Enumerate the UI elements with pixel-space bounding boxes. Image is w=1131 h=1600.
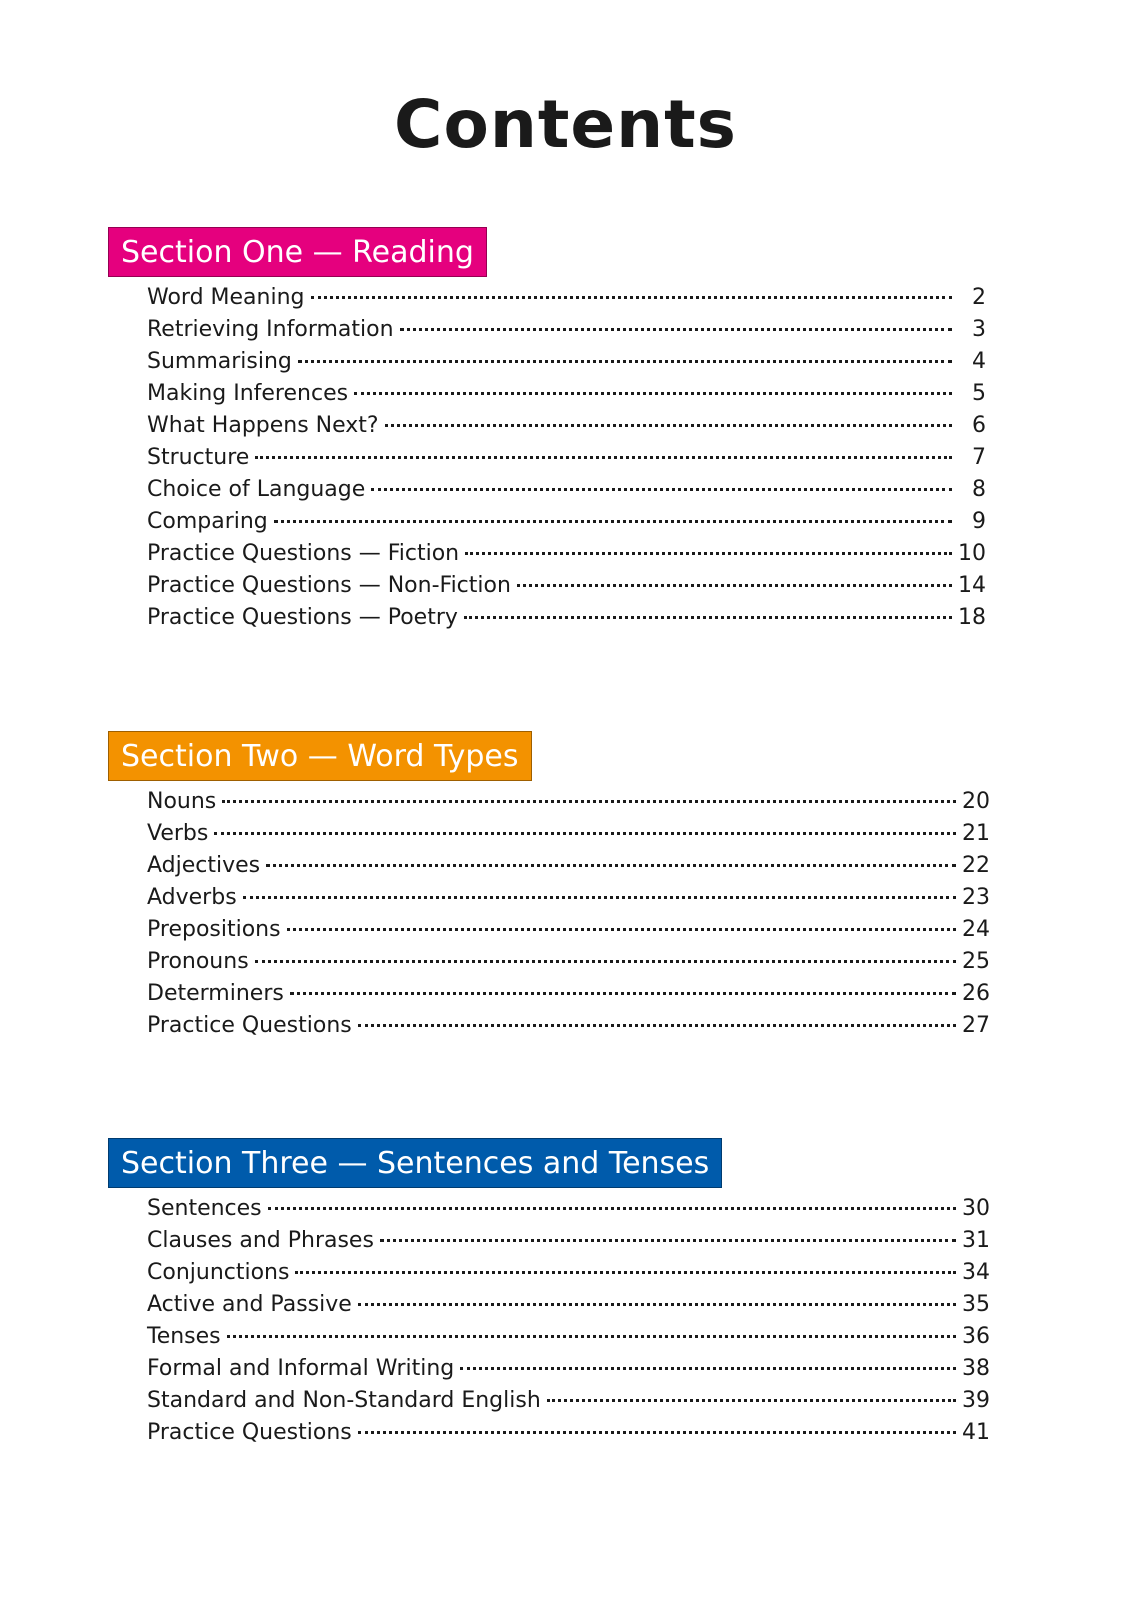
toc-entry-title: Prepositions xyxy=(147,917,281,942)
toc-entry-page-number: 35 xyxy=(962,1292,990,1317)
toc-entry xyxy=(147,413,986,445)
dot-leader xyxy=(354,392,952,395)
toc-entry xyxy=(147,381,986,413)
toc-entry-page-number: 3 xyxy=(972,317,986,342)
toc-entry-page-number: 34 xyxy=(962,1260,990,1285)
dot-leader xyxy=(214,832,956,835)
toc-entry-page-number: 9 xyxy=(972,509,986,534)
toc-entry xyxy=(147,1013,990,1045)
dot-leader xyxy=(290,992,956,995)
toc-entry-page-number: 27 xyxy=(962,1013,990,1038)
toc-entry xyxy=(147,917,990,949)
toc-entry-page-number: 21 xyxy=(962,821,990,846)
dot-leader xyxy=(358,1431,956,1434)
toc-entry xyxy=(147,949,990,981)
dot-leader xyxy=(358,1024,956,1027)
toc-entry-title: Adverbs xyxy=(147,885,237,910)
toc-entry-page-number: 8 xyxy=(972,477,986,502)
toc-entry-title: Formal and Informal Writing xyxy=(147,1356,455,1381)
toc-entry-title: Adjectives xyxy=(147,853,261,878)
dot-leader xyxy=(298,360,952,363)
toc-entry-page-number: 4 xyxy=(972,349,986,374)
toc-entry-page-number: 2 xyxy=(972,285,986,310)
toc-entry-page-number: 41 xyxy=(962,1420,990,1445)
dot-leader xyxy=(385,424,952,427)
dot-leader xyxy=(464,616,952,619)
section-header-word-types: Section Two — Word Types xyxy=(108,731,532,781)
toc-entry-page-number: 38 xyxy=(962,1356,990,1381)
dot-leader xyxy=(274,520,952,523)
toc-entry xyxy=(147,789,990,821)
toc-entry-title: Structure xyxy=(147,445,250,470)
dot-leader xyxy=(268,1207,956,1210)
toc-entry xyxy=(147,349,986,381)
toc-entry-page-number: 31 xyxy=(962,1228,990,1253)
dot-leader xyxy=(255,960,956,963)
dot-leader xyxy=(222,800,956,803)
toc-entry-page-number: 22 xyxy=(962,853,990,878)
toc-entry xyxy=(147,509,986,541)
dot-leader xyxy=(460,1367,956,1370)
dot-leader xyxy=(547,1399,956,1402)
toc-entry xyxy=(147,1356,990,1388)
toc-entry-title: Practice Questions — Poetry xyxy=(147,605,458,630)
toc-entry-title: Tenses xyxy=(147,1324,221,1349)
toc-entry-page-number: 30 xyxy=(962,1196,990,1221)
toc-entry xyxy=(147,1228,990,1260)
toc-entry-title: Summarising xyxy=(147,349,292,374)
toc-entry-title: Conjunctions xyxy=(147,1260,290,1285)
toc-entry xyxy=(147,605,986,637)
dot-leader xyxy=(287,928,956,931)
toc-entry xyxy=(147,541,986,573)
dot-leader xyxy=(266,864,956,867)
dot-leader xyxy=(400,328,952,331)
dot-leader xyxy=(243,896,956,899)
toc-entry xyxy=(147,285,986,317)
toc-entry-title: Active and Passive xyxy=(147,1292,352,1317)
toc-entry xyxy=(147,853,990,885)
toc-entry xyxy=(147,573,986,605)
dot-leader xyxy=(358,1303,956,1306)
toc-entry xyxy=(147,821,990,853)
toc-entry-title: Determiners xyxy=(147,981,284,1006)
dot-leader xyxy=(517,584,952,587)
toc-entry-page-number: 7 xyxy=(972,445,986,470)
toc-entry-page-number: 39 xyxy=(962,1388,990,1413)
toc-entry-title: Word Meaning xyxy=(147,285,305,310)
toc-entry xyxy=(147,981,990,1013)
toc-entry xyxy=(147,1420,990,1452)
toc-entry-title: Practice Questions — Fiction xyxy=(147,541,460,566)
dot-leader xyxy=(465,552,952,555)
toc-entry xyxy=(147,1196,990,1228)
toc-entry-page-number: 14 xyxy=(958,573,986,598)
toc-entry-title: Practice Questions xyxy=(147,1013,352,1038)
toc-entry-title: Sentences xyxy=(147,1196,262,1221)
toc-entry-title: Choice of Language xyxy=(147,477,366,502)
toc-entry-title: Practice Questions xyxy=(147,1420,352,1445)
toc-entry-page-number: 18 xyxy=(958,605,986,630)
toc-entry xyxy=(147,477,986,509)
toc-entry-page-number: 24 xyxy=(962,917,990,942)
toc-entry-title: Clauses and Phrases xyxy=(147,1228,374,1253)
toc-entry xyxy=(147,1324,990,1356)
section-sentences-and-tenses xyxy=(108,1138,1008,1452)
toc-entry-title: Making Inferences xyxy=(147,381,349,406)
dot-leader xyxy=(380,1239,956,1242)
toc-list-sentences-and-tenses xyxy=(108,1196,990,1452)
toc-entry-page-number: 25 xyxy=(962,949,990,974)
toc-entry-page-number: 5 xyxy=(972,381,986,406)
section-header-sentences-and-tenses: Section Three — Sentences and Tenses xyxy=(108,1138,722,1188)
dot-leader xyxy=(227,1335,956,1338)
toc-entry-page-number: 36 xyxy=(962,1324,990,1349)
toc-entry-page-number: 20 xyxy=(962,789,990,814)
section-header-reading: Section One — Reading xyxy=(108,227,487,277)
toc-entry xyxy=(147,1292,990,1324)
toc-entry-page-number: 26 xyxy=(962,981,990,1006)
toc-entry-page-number: 6 xyxy=(972,413,986,438)
toc-entry-title: Retrieving Information xyxy=(147,317,394,342)
toc-entry-title: Comparing xyxy=(147,509,268,534)
toc-entry-title: Verbs xyxy=(147,821,209,846)
toc-entry xyxy=(147,317,986,349)
dot-leader xyxy=(371,488,952,491)
toc-entry xyxy=(147,445,986,477)
toc-entry xyxy=(147,1260,990,1292)
page-title: Contents xyxy=(394,86,737,163)
toc-entry-page-number: 23 xyxy=(962,885,990,910)
toc-entry-title: Practice Questions — Non-Fiction xyxy=(147,573,511,598)
toc-entry xyxy=(147,1388,990,1420)
toc-list-word-types xyxy=(108,789,990,1045)
toc-list-reading xyxy=(108,285,986,637)
toc-entry-title: Nouns xyxy=(147,789,217,814)
dot-leader xyxy=(295,1271,956,1274)
toc-entry-title: Pronouns xyxy=(147,949,249,974)
dot-leader xyxy=(255,456,952,459)
toc-entry-title: Standard and Non-Standard English xyxy=(147,1388,541,1413)
toc-entry-title: What Happens Next? xyxy=(147,413,379,438)
section-word-types xyxy=(108,731,1008,1045)
toc-entry-page-number: 10 xyxy=(958,541,986,566)
section-reading xyxy=(108,227,1008,637)
dot-leader xyxy=(311,296,952,299)
toc-entry xyxy=(147,885,990,917)
